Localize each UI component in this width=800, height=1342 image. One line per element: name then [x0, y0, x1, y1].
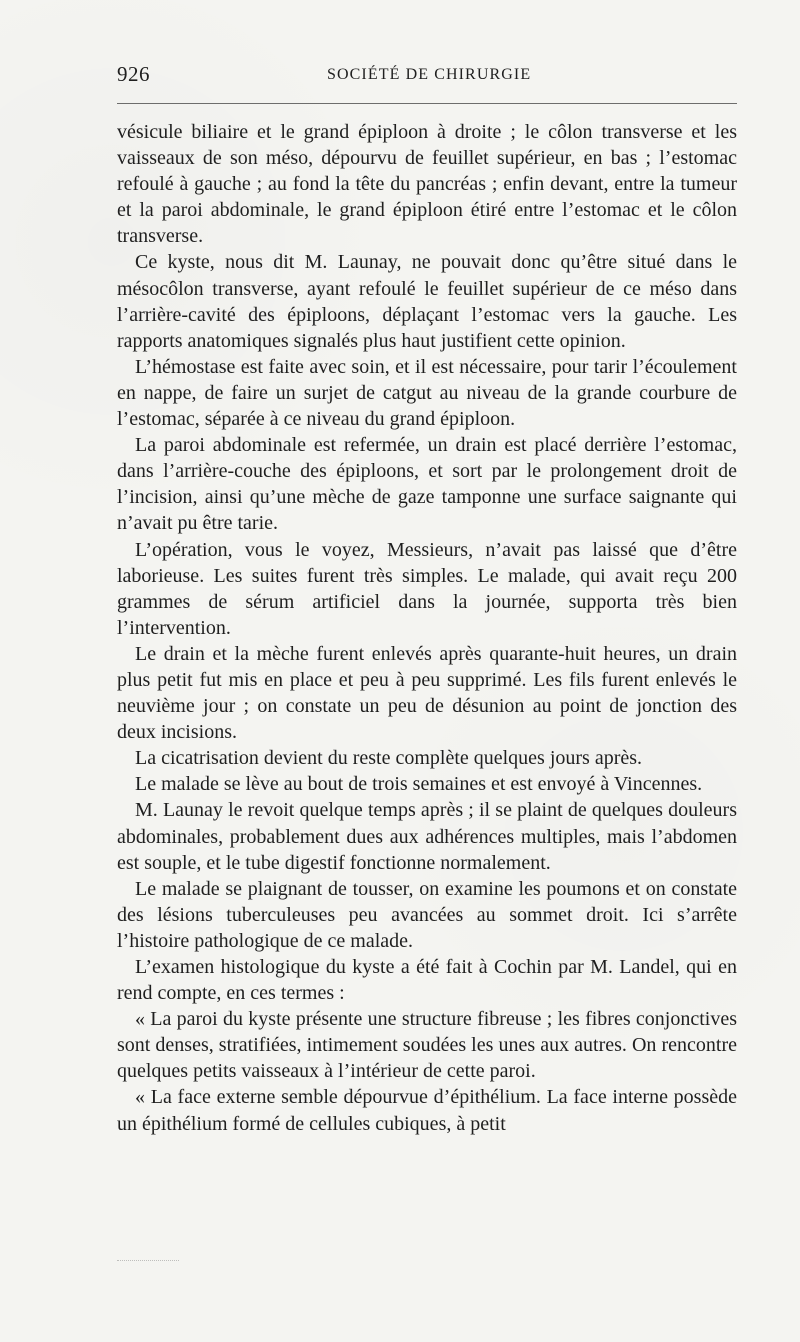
paragraph-healing: La cicatrisation devient du reste complète quelques jours après. — [135, 747, 643, 770]
paragraph-drain: Le drain et la mèche furent enlevés après quarante-huit heures, un drain plus petit fut mis en place et peu à peu supprimé. Les fils furent enlevés le neuvième jour ; on constate un peu de désunion au point de jonction des deux incisions. — [117, 642, 737, 744]
running-head: SOCIÉTÉ DE CHIRURGIE — [327, 66, 532, 83]
paragraph-histology-quote-2: « La face externe semble dépourvue d’épithélium. La face interne possède un épithélium formé de cellules cubiques, à petit — [117, 1086, 737, 1135]
paragraph-follow-up: M. Launay le revoit quelque temps après ; il se plaint de quelques douleurs abdominales, probablement dues aux adhérences multiples, mais l’abdomen est souple, et le tube digestif fonctionne normalement. — [117, 799, 737, 874]
header-rule — [117, 103, 737, 104]
main-text — [117, 119, 737, 1269]
paragraph-histology-intro: L’examen histologique du kyste a été fait à Cochin par M. Landel, qui en rend compte, en ces termes : — [117, 956, 737, 1005]
faint-bottom-mark — [117, 1260, 179, 1261]
page-number: 926 — [117, 62, 150, 86]
paragraph-cyst-location: Ce kyste, nous dit M. Launay, ne pouvait donc qu’être situé dans le mésocôlon transverse, ayant refoulé le feuillet supérieur de ce méso dans l’arrière-cavité des épiploons, déplaçant l’estomac vers la gauche. Les rapports anatomiques signalés plus haut justifient cette opinion. — [117, 251, 737, 352]
paragraph-abdominal-wall: La paroi abdominale est refermée, un drain est placé derrière l’estomac, dans l’arrière-couche des épiploons, et sort par le prolongement droit de l’incision, ainsi qu’une mèche de gaze tamponne une surface saignante qui n’avait pu être tarie. — [117, 434, 737, 535]
paragraph-hemostasis: L’hémostase est faite avec soin, et il est nécessaire, pour tarir l’écoulement en nappe, de faire un surjet de catgut au niveau de la grande courbure de l’estomac, séparée à ce niveau du grand épiploon. — [117, 355, 737, 431]
page-header — [117, 60, 737, 90]
paragraph-operation: L’opération, vous le voyez, Messieurs, n’avait pas laissé que d’être laborieuse. Les suites furent très simples. Le malade, qui avait reçu 200 grammes de sérum artificiel dans la journée, supporta très bien l’intervention. — [117, 538, 737, 639]
paragraph-continuation: vésicule biliaire et le grand épiploon à droite ; le côlon transverse et les vaisseaux de son méso, dépourvu de feuillet supérieur, en bas ; l’estomac refoulé à gauche ; au fond la tête du pancréas ; enfin devant, entre la tumeur et la paroi abdominale, le grand épiploon étiré entre l’estomac et le côlon transverse. — [117, 121, 737, 248]
paragraph-histology-quote-1: « La paroi du kyste présente une structure fibreuse ; les fibres conjonctives sont denses, stratifiées, intimement soudées les unes aux autres. On rencontre quelques petits vaisseaux à l’intérieur de cette paroi. — [117, 1008, 737, 1083]
paragraph-lungs: Le malade se plaignant de tousser, on examine les poumons et on constate des lésions tuberculeuses peu avancées au sommet droit. Ici s’arrête l’histoire pathologique de ce malade. — [117, 877, 737, 952]
paragraph-vincennes: Le malade se lève au bout de trois semaines et est envoyé à Vincennes. — [135, 773, 703, 796]
